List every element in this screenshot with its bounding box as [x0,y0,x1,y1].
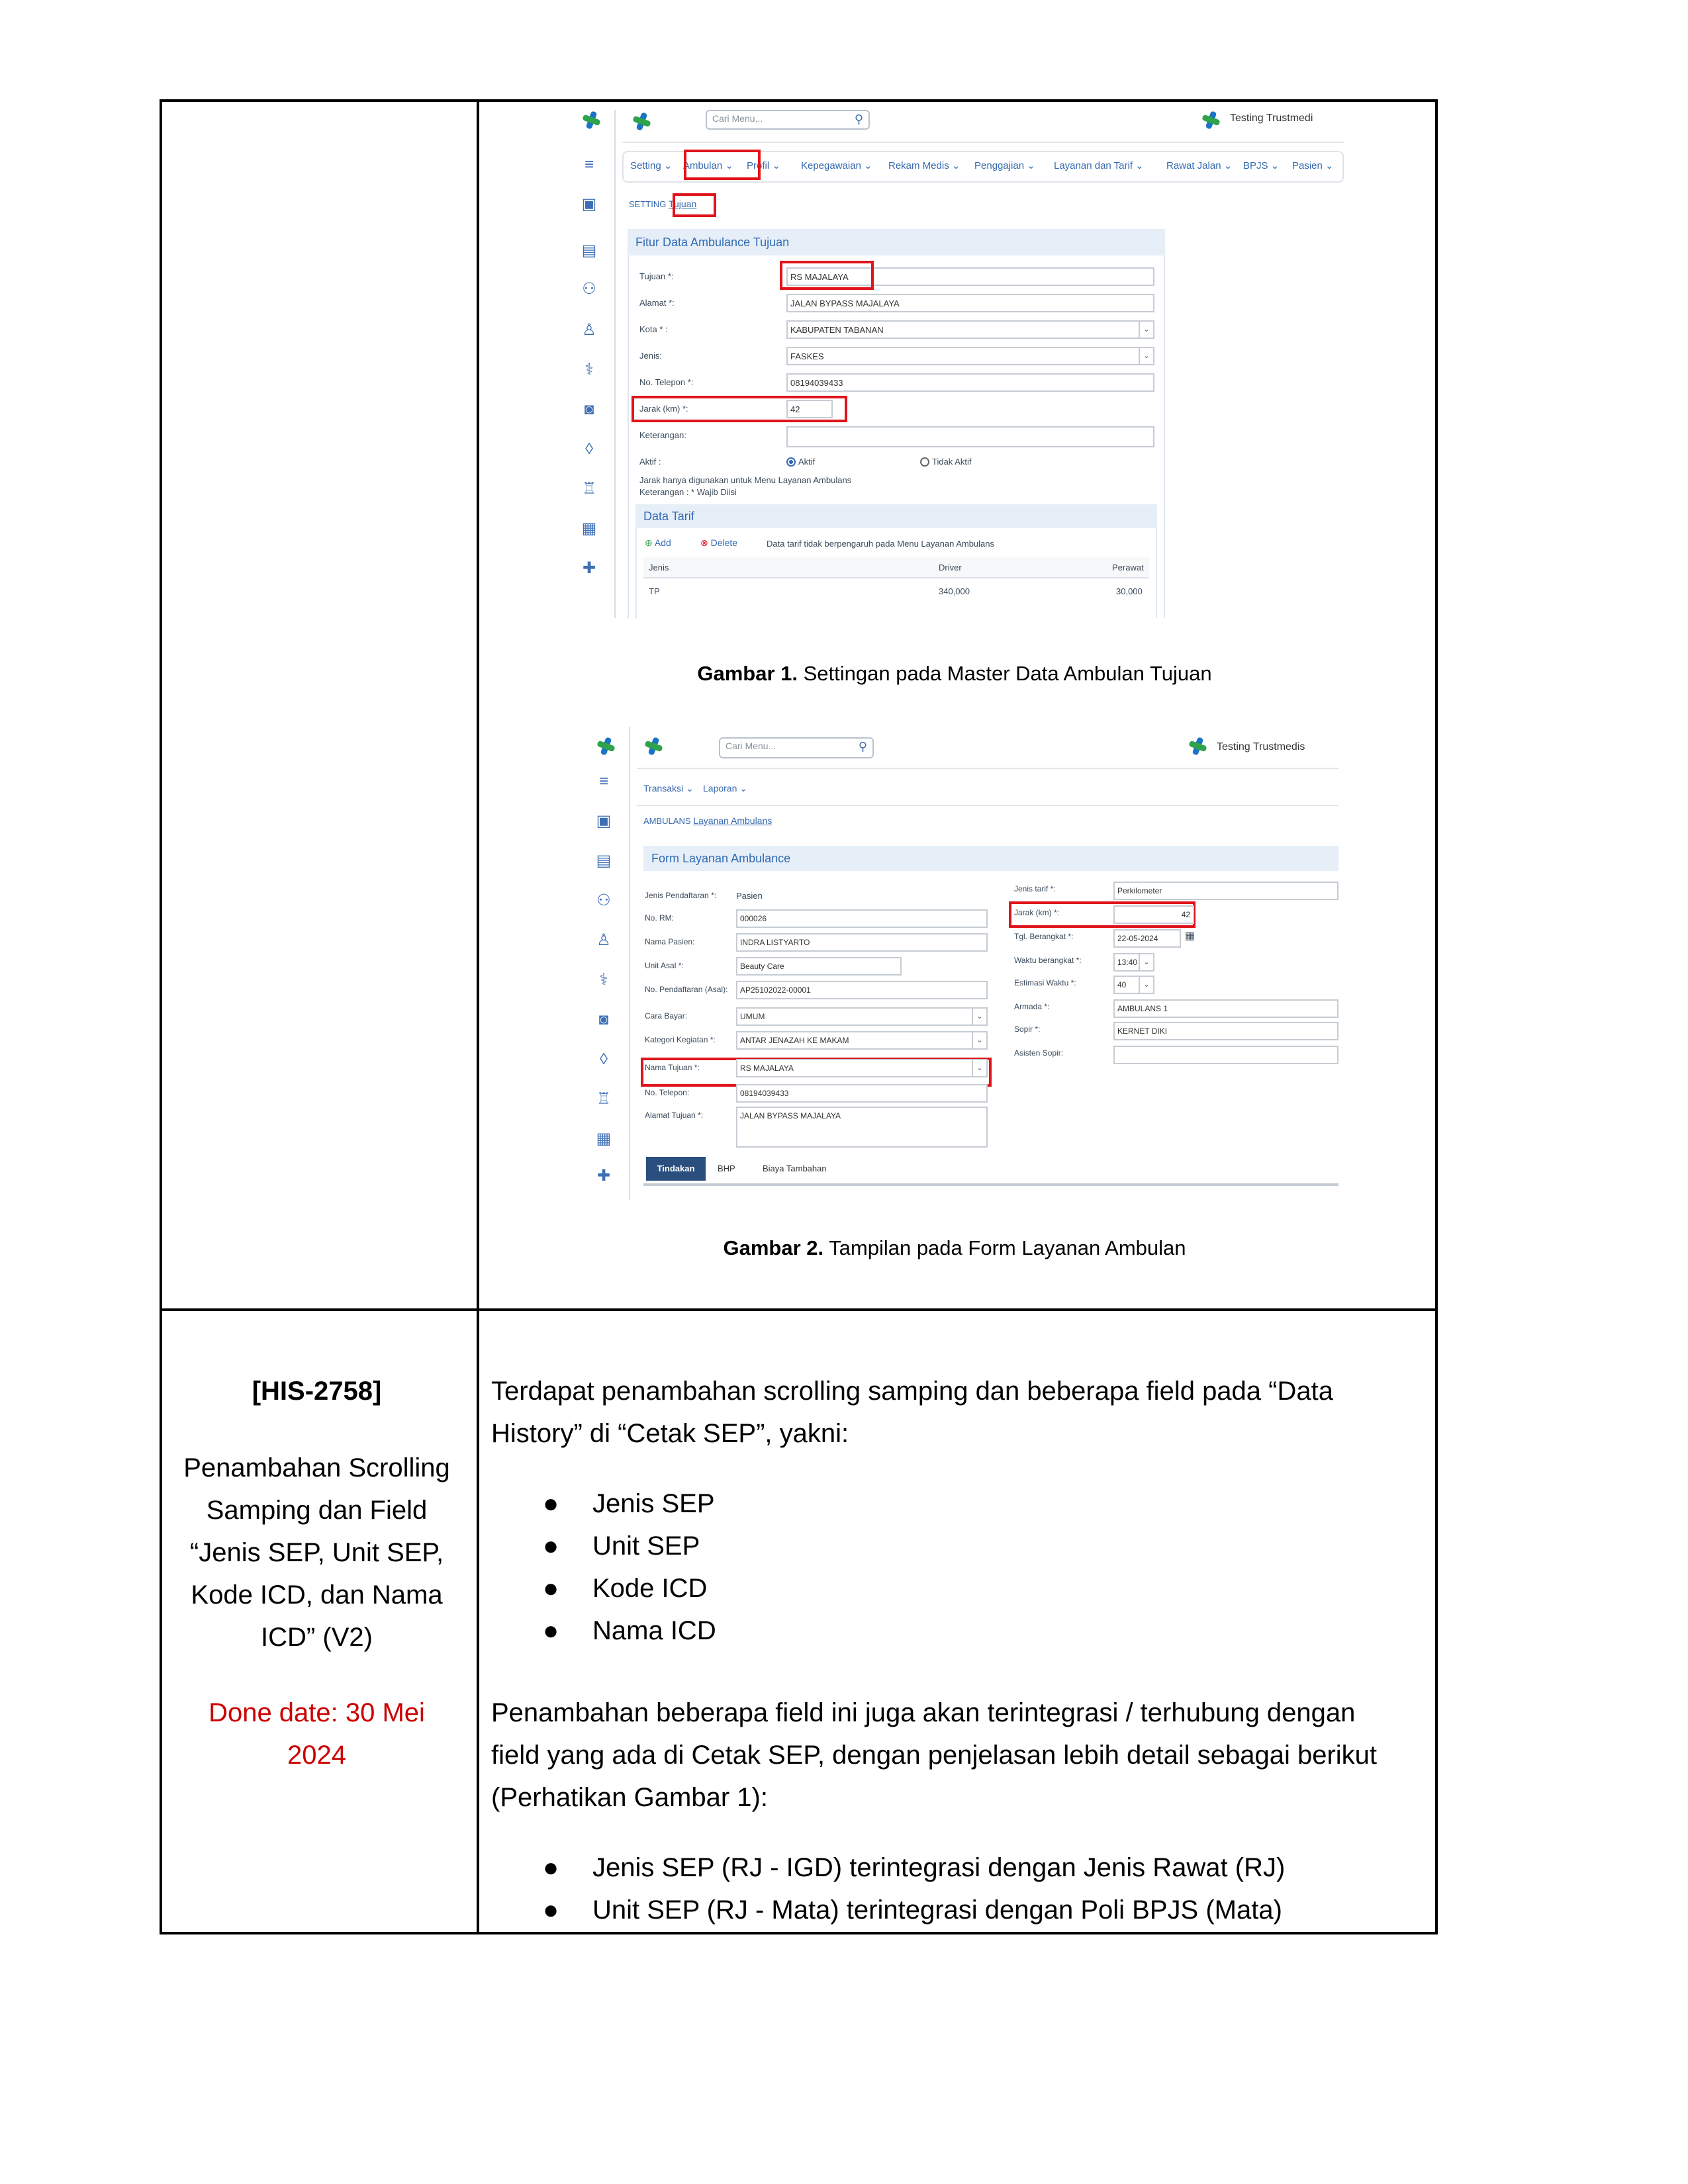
search-placeholder: Cari Menu... [712,113,763,124]
brand-logo-icon [643,736,663,756]
hamburger-menu-icon[interactable]: ≡ [598,772,608,790]
highlight-tujuan [673,193,716,217]
search-icon: ⚲ [854,113,863,126]
dashboard-icon[interactable]: ▣ [581,195,597,213]
report-icon[interactable]: ▦ [596,1130,612,1148]
form-label: No. RM: [645,913,675,923]
form-label: Estimasi Waktu *: [1014,978,1076,987]
menu-transaksi[interactable]: Transaksi ⌄ [643,783,694,794]
highlight-tujuan-field [780,261,874,290]
form-input[interactable] [1113,999,1338,1018]
user-icon[interactable]: ♙ [596,931,611,949]
top-bar [622,110,1344,143]
ticket-title-line-4: Kode ICD, dan Nama [191,1580,443,1610]
form-value: AP25102022-00001 [740,985,811,995]
bullet-icon: ● [543,1574,559,1603]
label-jenis: Jenis: [639,351,662,361]
sidebar [583,727,630,1201]
main-menu [637,776,1338,806]
form-value: Perkilometer [1117,886,1162,895]
tab-bar [643,1157,1338,1186]
ticket-title-line-2: Samping dan Field [206,1496,428,1525]
ticket-title-line-5: ICD” (V2) [261,1623,373,1652]
bullet-icon: ● [543,1895,559,1925]
form-value: KERNET DIKI [1117,1026,1168,1036]
panel-title: Fitur Data Ambulance Tujuan [628,229,1165,255]
hamburger-menu-icon[interactable]: ≡ [584,156,594,173]
bullet-icon: ● [543,1531,559,1561]
note-wajib: Keterangan : * Wajib Diisi [639,487,737,497]
bullet-jenis-sep: Jenis SEP [592,1489,715,1518]
intro-line-1: Terdapat penambahan scrolling samping dan beberapa field pada “Data [491,1377,1333,1406]
column-divider [477,102,479,1932]
chevron-down-icon: ⌄ [1139,322,1153,338]
delete-button[interactable]: ⊗ Delete [700,537,738,548]
top-bar [637,727,1338,769]
dashboard-icon[interactable]: ▣ [596,812,612,830]
chevron-down-icon: ⌄ [972,1032,986,1048]
form-select[interactable] [736,1059,988,1077]
add-button[interactable]: ⊕ Add [645,537,671,548]
menu-setting[interactable]: Setting ⌄ [630,160,673,171]
form-label: Unit Asal *: [645,961,684,970]
menu-penggajian[interactable]: Penggajian ⌄ [974,160,1035,171]
form-input[interactable] [1113,905,1194,924]
form-label: No. Pendaftaran (Asal): [645,985,728,994]
form-select[interactable] [1113,929,1181,948]
input-keterangan[interactable] [786,426,1154,447]
bullet-unit-sep: Unit SEP [592,1531,700,1561]
form-label: Nama Pasien: [645,937,695,946]
figure-2-screenshot [583,727,1338,1201]
id-card-icon[interactable]: ▤ [581,242,597,259]
brand-logo-icon [632,111,651,131]
form-label: Tgl. Berangkat *: [1014,932,1074,941]
add-icon: ⊕ [645,537,653,548]
user-logo-icon [1201,110,1221,130]
label-alamat: Alamat *: [639,298,675,308]
form-select[interactable] [736,1007,988,1026]
chevron-down-icon: ⌄ [972,1009,986,1024]
menu-rawat-jalan[interactable]: Rawat Jalan ⌄ [1166,160,1233,171]
form-label: No. Telepon: [645,1088,690,1097]
para2-line-3: (Perhatikan Gambar 1): [491,1783,768,1812]
drop-icon[interactable]: ◊ [585,440,593,458]
delete-icon: ⊗ [700,537,708,548]
chevron-down-icon: ⌄ [1139,977,1153,993]
bullet-jenis-sep-integrasi: Jenis SEP (RJ - IGD) terintegrasi dengan Jenis Rawat (RJ) [592,1853,1286,1882]
breadcrumb-current[interactable]: Layanan Ambulans [693,815,773,826]
form-input[interactable] [736,1084,988,1103]
form-value: Pasien [736,891,763,901]
form-value: 40 [1117,980,1127,989]
form-input[interactable] [736,1107,988,1148]
form-label: Alamat Tujuan *: [645,1111,704,1120]
app-logo-icon [581,110,601,130]
row-divider [162,1308,1435,1311]
tab-bhp[interactable]: BHP [718,1163,735,1173]
select-jenis[interactable]: FASKES ⌄ [786,347,1154,365]
label-kota: Kota * : [639,324,668,334]
tarif-title: Data Tarif [635,504,1157,528]
form-value: JALAN BYPASS MAJALAYA [740,1111,841,1120]
ticket-title-line-1: Penambahan Scrolling [183,1453,450,1482]
menu-laporan[interactable]: Laporan ⌄ [703,783,748,794]
form-select[interactable] [1113,953,1154,972]
tarif-col-driver: Driver [939,563,962,572]
ticket-title-line-3: “Jenis SEP, Unit SEP, [189,1538,444,1567]
bullet-kode-icd: Kode ICD [592,1574,708,1603]
label-tujuan: Tujuan *: [639,271,674,281]
form-value: 13:40 [1117,958,1138,967]
form-value: RS MAJALAYA [740,1064,794,1073]
calendar-icon[interactable]: ▦ [1185,931,1196,942]
form-label: Cara Bayar: [645,1011,688,1021]
chevron-down-icon: ⌄ [1139,348,1153,364]
form-input[interactable] [736,909,988,928]
form-value: Beauty Care [740,962,784,971]
tarif-cell-driver: 340,000 [939,586,970,596]
form-value: AMBULANS 1 [1117,1004,1168,1013]
panel-title: Form Layanan Ambulance [643,846,1338,871]
figure-1-screenshot [568,110,1344,618]
done-date-line-2: 2024 [287,1741,346,1770]
user-logo-icon [1188,736,1207,756]
form-value: UMUM [740,1012,765,1021]
form-label: Waktu berangkat *: [1014,956,1082,965]
tarif-cell-jenis: TP [649,586,660,596]
menu-profil[interactable]: Profil ⌄ [747,160,780,171]
form-label: Sopir *: [1014,1024,1041,1034]
sidebar [568,110,616,618]
input-alamat[interactable]: JALAN BYPASS MAJALAYA [786,294,1154,312]
form-label: Jenis tarif *: [1014,884,1056,893]
tarif-cell-perawat: 30,000 [1116,586,1143,596]
form-value: 22-05-2024 [1117,934,1158,943]
breadcrumb [643,815,772,826]
ambulance-icon[interactable]: ✚ [596,1167,611,1185]
id-card-icon[interactable]: ▤ [596,852,612,870]
form-label: Nama Tujuan *: [645,1063,700,1072]
input-telepon[interactable]: 08194039433 [786,373,1154,392]
form-label: Asisten Sopir: [1014,1048,1064,1058]
search-input[interactable] [719,737,874,758]
menu-ambulan[interactable]: Ambulan ⌄ [683,160,733,171]
note-jarak: Jarak hanya digunakan untuk Menu Layanan Ambulans [639,475,852,485]
tarif-note: Data tarif tidak berpengaruh pada Menu Layanan Ambulans [767,539,995,549]
bullet-icon: ● [543,1853,559,1882]
tarif-col-perawat: Perawat [1112,563,1144,572]
ticket-id: [HIS-2758] [252,1377,382,1406]
form-label: Jarak (km) *: [1014,908,1060,917]
search-input[interactable] [706,110,870,130]
stethoscope-icon[interactable]: ⚕ [585,361,594,379]
search-placeholder: Cari Menu... [726,741,776,751]
form-value: 08194039433 [740,1089,789,1098]
breadcrumb-parent[interactable]: SETTING [629,199,667,209]
bullet-unit-sep-integrasi: Unit SEP (RJ - Mata) terintegrasi dengan Poli BPJS (Mata) [592,1895,1282,1925]
menu-rekam-medis[interactable]: Rekam Medis ⌄ [888,160,961,171]
done-date-line-1: Done date: 30 Mei [209,1698,425,1727]
tab-tindakan[interactable]: Tindakan [646,1157,706,1181]
doctor-icon[interactable]: ♖ [596,1090,611,1108]
form-label: Armada *: [1014,1002,1050,1011]
form-value: 000026 [740,914,767,923]
form-value: 42 [1181,910,1190,919]
user-name[interactable]: Testing Trustmedi [1230,113,1313,124]
menu-layanan-dan-tarif[interactable]: Layanan dan Tarif ⌄ [1054,160,1144,171]
radio-off-icon [920,457,929,467]
tarif-header-row [643,557,1149,578]
form-input[interactable] [736,933,988,952]
intro-line-2: History” di “Cetak SEP”, yakni: [491,1419,849,1448]
radio-aktif[interactable]: Aktif [786,457,815,467]
tab-biaya-tambahan[interactable]: Biaya Tambahan [763,1163,827,1173]
bullet-icon: ● [543,1616,559,1645]
label-telepon: No. Telepon *: [639,377,694,387]
label-jarak: Jarak (km) *: [639,404,688,414]
user-icon[interactable]: ♙ [582,321,596,339]
radio-tidak-aktif[interactable]: Tidak Aktif [920,457,971,467]
menu-pasien[interactable]: Pasien ⌄ [1292,160,1334,171]
bullet-icon: ● [543,1489,559,1518]
para2-line-1: Penambahan beberapa field ini juga akan terintegrasi / terhubung dengan [491,1698,1356,1727]
person-badge-icon[interactable]: ⚇ [582,280,596,298]
user-name[interactable]: Testing Trustmedis [1217,741,1305,752]
input-jarak[interactable]: 42 [786,400,833,418]
highlight-ambulan [684,150,761,180]
drop-icon[interactable]: ◊ [600,1050,608,1068]
form-value: ANTAR JENAZAH KE MAKAM [740,1036,849,1045]
radio-on-icon [786,457,796,467]
label-keterangan: Keterangan: [639,430,686,440]
caption-figure-1: Gambar 1. Settingan pada Master Data Ambulan Tujuan [697,662,1212,685]
form-input[interactable] [1113,1022,1338,1040]
ambulance-icon[interactable]: ✚ [582,559,596,577]
para2-line-2: field yang ada di Cetak SEP, dengan penjelasan lebih detail sebagai berikut [491,1741,1378,1770]
select-kota[interactable]: KABUPATEN TABANAN ⌄ [786,320,1154,339]
money-icon[interactable]: ◙ [584,400,594,418]
caption-figure-2: Gambar 2. Tampilan pada Form Layanan Ambulan [723,1236,1186,1259]
breadcrumb-current[interactable]: Tujuan [668,199,697,209]
menu-kepegawaian[interactable]: Kepegawaian ⌄ [801,160,872,171]
person-badge-icon[interactable]: ⚇ [596,891,611,909]
form-input[interactable] [736,957,902,976]
bullet-nama-icd: Nama ICD [592,1616,716,1645]
report-icon[interactable]: ▦ [581,520,597,537]
input-tujuan[interactable]: RS MAJALAYA [786,267,1154,286]
form-select[interactable] [1113,976,1154,994]
form-value: INDRA LISTYARTO [740,938,810,947]
menu-bpjs[interactable]: BPJS ⌄ [1243,160,1280,171]
form-input[interactable] [1113,1046,1338,1064]
form-input[interactable] [1113,882,1338,900]
chevron-down-icon: ⌄ [1139,954,1153,970]
search-icon: ⚲ [858,740,867,753]
breadcrumb-parent[interactable]: AMBULANS [643,816,691,826]
highlight-jarak [632,396,847,422]
form-input[interactable] [736,981,988,999]
tarif-col-jenis: Jenis [649,563,669,572]
money-icon[interactable]: ◙ [598,1011,609,1028]
stethoscope-icon[interactable]: ⚕ [599,971,608,989]
form-label: Jenis Pendaftaran *: [645,891,717,900]
form-label: Kategori Kegiatan *: [645,1035,716,1044]
label-aktif: Aktif : [639,457,661,467]
chevron-down-icon: ⌄ [972,1060,986,1076]
app-logo-icon [596,736,616,756]
form-select[interactable] [736,1031,988,1050]
doctor-icon[interactable]: ♖ [582,480,596,498]
